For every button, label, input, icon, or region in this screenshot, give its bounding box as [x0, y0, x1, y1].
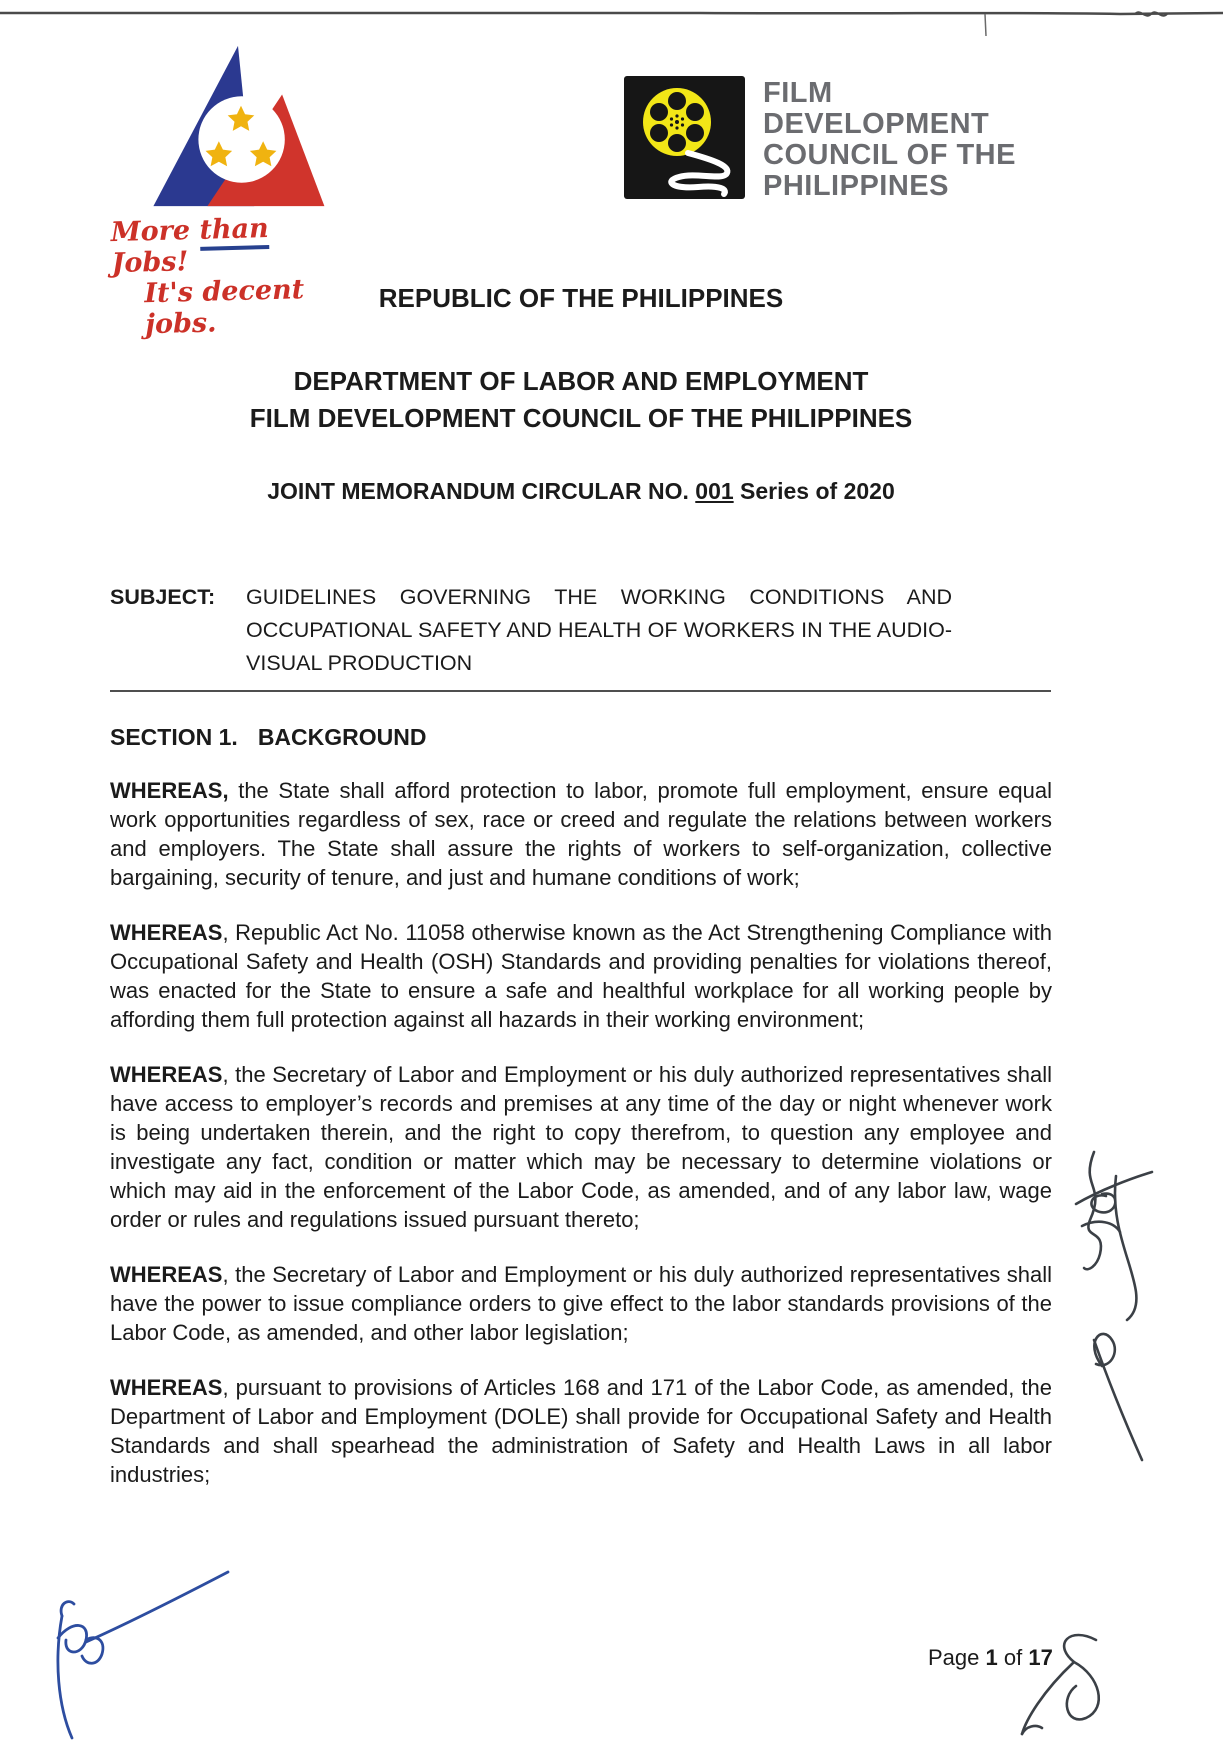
subject-block — [110, 581, 1052, 680]
signature-initials-bottom-left — [26, 1562, 240, 1750]
tagline-word-underlined: than — [199, 213, 269, 251]
fdcp-name-line: PHILIPPINES — [763, 170, 949, 202]
whereas-lead: WHEREAS, — [110, 778, 229, 803]
of-word: of — [997, 1645, 1029, 1670]
page-word: Page — [928, 1645, 986, 1670]
fdcp-logo — [624, 76, 1016, 202]
paragraph-text: the State shall afford protection to labor, promote full employment, ensure equal work opportunities regardless of sex, race or creed and regulate the relations between workers and employers. The State shall assure the rights of workers to self-organization, collective bargaining, security of tenure, and just and humane conditions of work; — [110, 778, 1052, 890]
subject-label: SUBJECT: — [110, 585, 216, 609]
paragraph-text: , pursuant to provisions of Articles 168 and 171 of the Labor Code, as amended, the Department of Labor and Employment (DOLE) shall provide for Occupational Safety and Health Standards and shall spearhead the administration of Safety and Health Laws in all labor industries; — [110, 1375, 1052, 1487]
whereas-paragraph-1 — [110, 776, 1052, 892]
fdcp-name-line: FILM — [763, 77, 833, 109]
circular-suffix: Series of 2020 — [733, 478, 895, 504]
section-number: SECTION 1. — [110, 724, 238, 750]
tagline-word: More — [110, 214, 200, 249]
whereas-paragraph-4 — [110, 1260, 1052, 1347]
section-title: BACKGROUND — [257, 724, 427, 750]
republic-heading: REPUBLIC OF THE PHILIPPINES — [378, 283, 784, 313]
circular-prefix: JOINT MEMORANDUM CIRCULAR NO. — [267, 478, 696, 504]
scan-artifact-line — [0, 0, 1223, 40]
agency-line-dole: DEPARTMENT OF LABOR AND EMPLOYMENT — [293, 366, 869, 396]
dole-triangle-icon — [148, 42, 328, 210]
fdcp-logo-text — [763, 78, 1016, 202]
paragraph-text: , Republic Act No. 11058 otherwise known as the Act Strengthening Compliance with Occupational Safety and Health (OSH) Standards and providing penalties for violations thereof, was enacted for the State to ensure a safe and healthful workplace for all working people by affording them full protection against all hazards in their working environment; — [110, 920, 1052, 1032]
agency-line-fdcp: FILM DEVELOPMENT COUNCIL OF THE PHILIPPINES — [249, 403, 913, 433]
agency-heading — [110, 363, 1052, 437]
whereas-lead: WHEREAS — [110, 920, 223, 945]
page-number — [928, 1645, 1053, 1671]
paragraph-text: , the Secretary of Labor and Employment or his duly authorized representatives shall have the power to issue compliance orders to give effect to the labor standards provisions of the Labor Code, as amended, and other labor legislation; — [110, 1262, 1052, 1345]
document-body — [110, 283, 1052, 1511]
paragraph-text: , the Secretary of Labor and Employment or his duly authorized representatives shall have access to employer’s records and premises at any time of the day or night whenever work is being undertaken therein, and the right to copy therefrom, to question any employee and investigate any fact, condition or matter which may be necessary to determine violations or which may aid in the enforcement of the Labor Code, as amended, and of any labor law, wage order or rules and regulations issued pursuant thereto; — [110, 1062, 1052, 1232]
page-current: 1 — [985, 1645, 998, 1670]
section-heading — [110, 724, 1052, 750]
whereas-lead: WHEREAS — [110, 1375, 223, 1400]
fdcp-name-line: COUNCIL OF THE — [763, 139, 1016, 171]
fdcp-film-reel-icon — [624, 76, 745, 199]
whereas-paragraph-2 — [110, 918, 1052, 1034]
tagline-line2: It's decent jobs. — [144, 274, 305, 341]
section-divider — [110, 690, 1051, 692]
signature-initials-right-2 — [1082, 1330, 1160, 1472]
signature-initials-right-1 — [1070, 1140, 1166, 1336]
circular-number: 001 — [695, 478, 734, 504]
fdcp-name-line: DEVELOPMENT — [763, 108, 990, 140]
circular-title — [110, 477, 1052, 505]
whereas-paragraph-5 — [110, 1373, 1052, 1489]
whereas-paragraph-3 — [110, 1060, 1052, 1234]
subject-text: GUIDELINES GOVERNING THE WORKING CONDITIONS AND OCCUPATIONAL SAFETY AND HEALTH OF WORKERS IN THE AUDIO-VISUAL PRODUCTION — [246, 585, 952, 675]
whereas-lead: WHEREAS — [110, 1062, 223, 1087]
page-total: 17 — [1028, 1645, 1053, 1670]
whereas-lead: WHEREAS — [110, 1262, 223, 1287]
tagline-word: Jobs! — [111, 246, 189, 280]
